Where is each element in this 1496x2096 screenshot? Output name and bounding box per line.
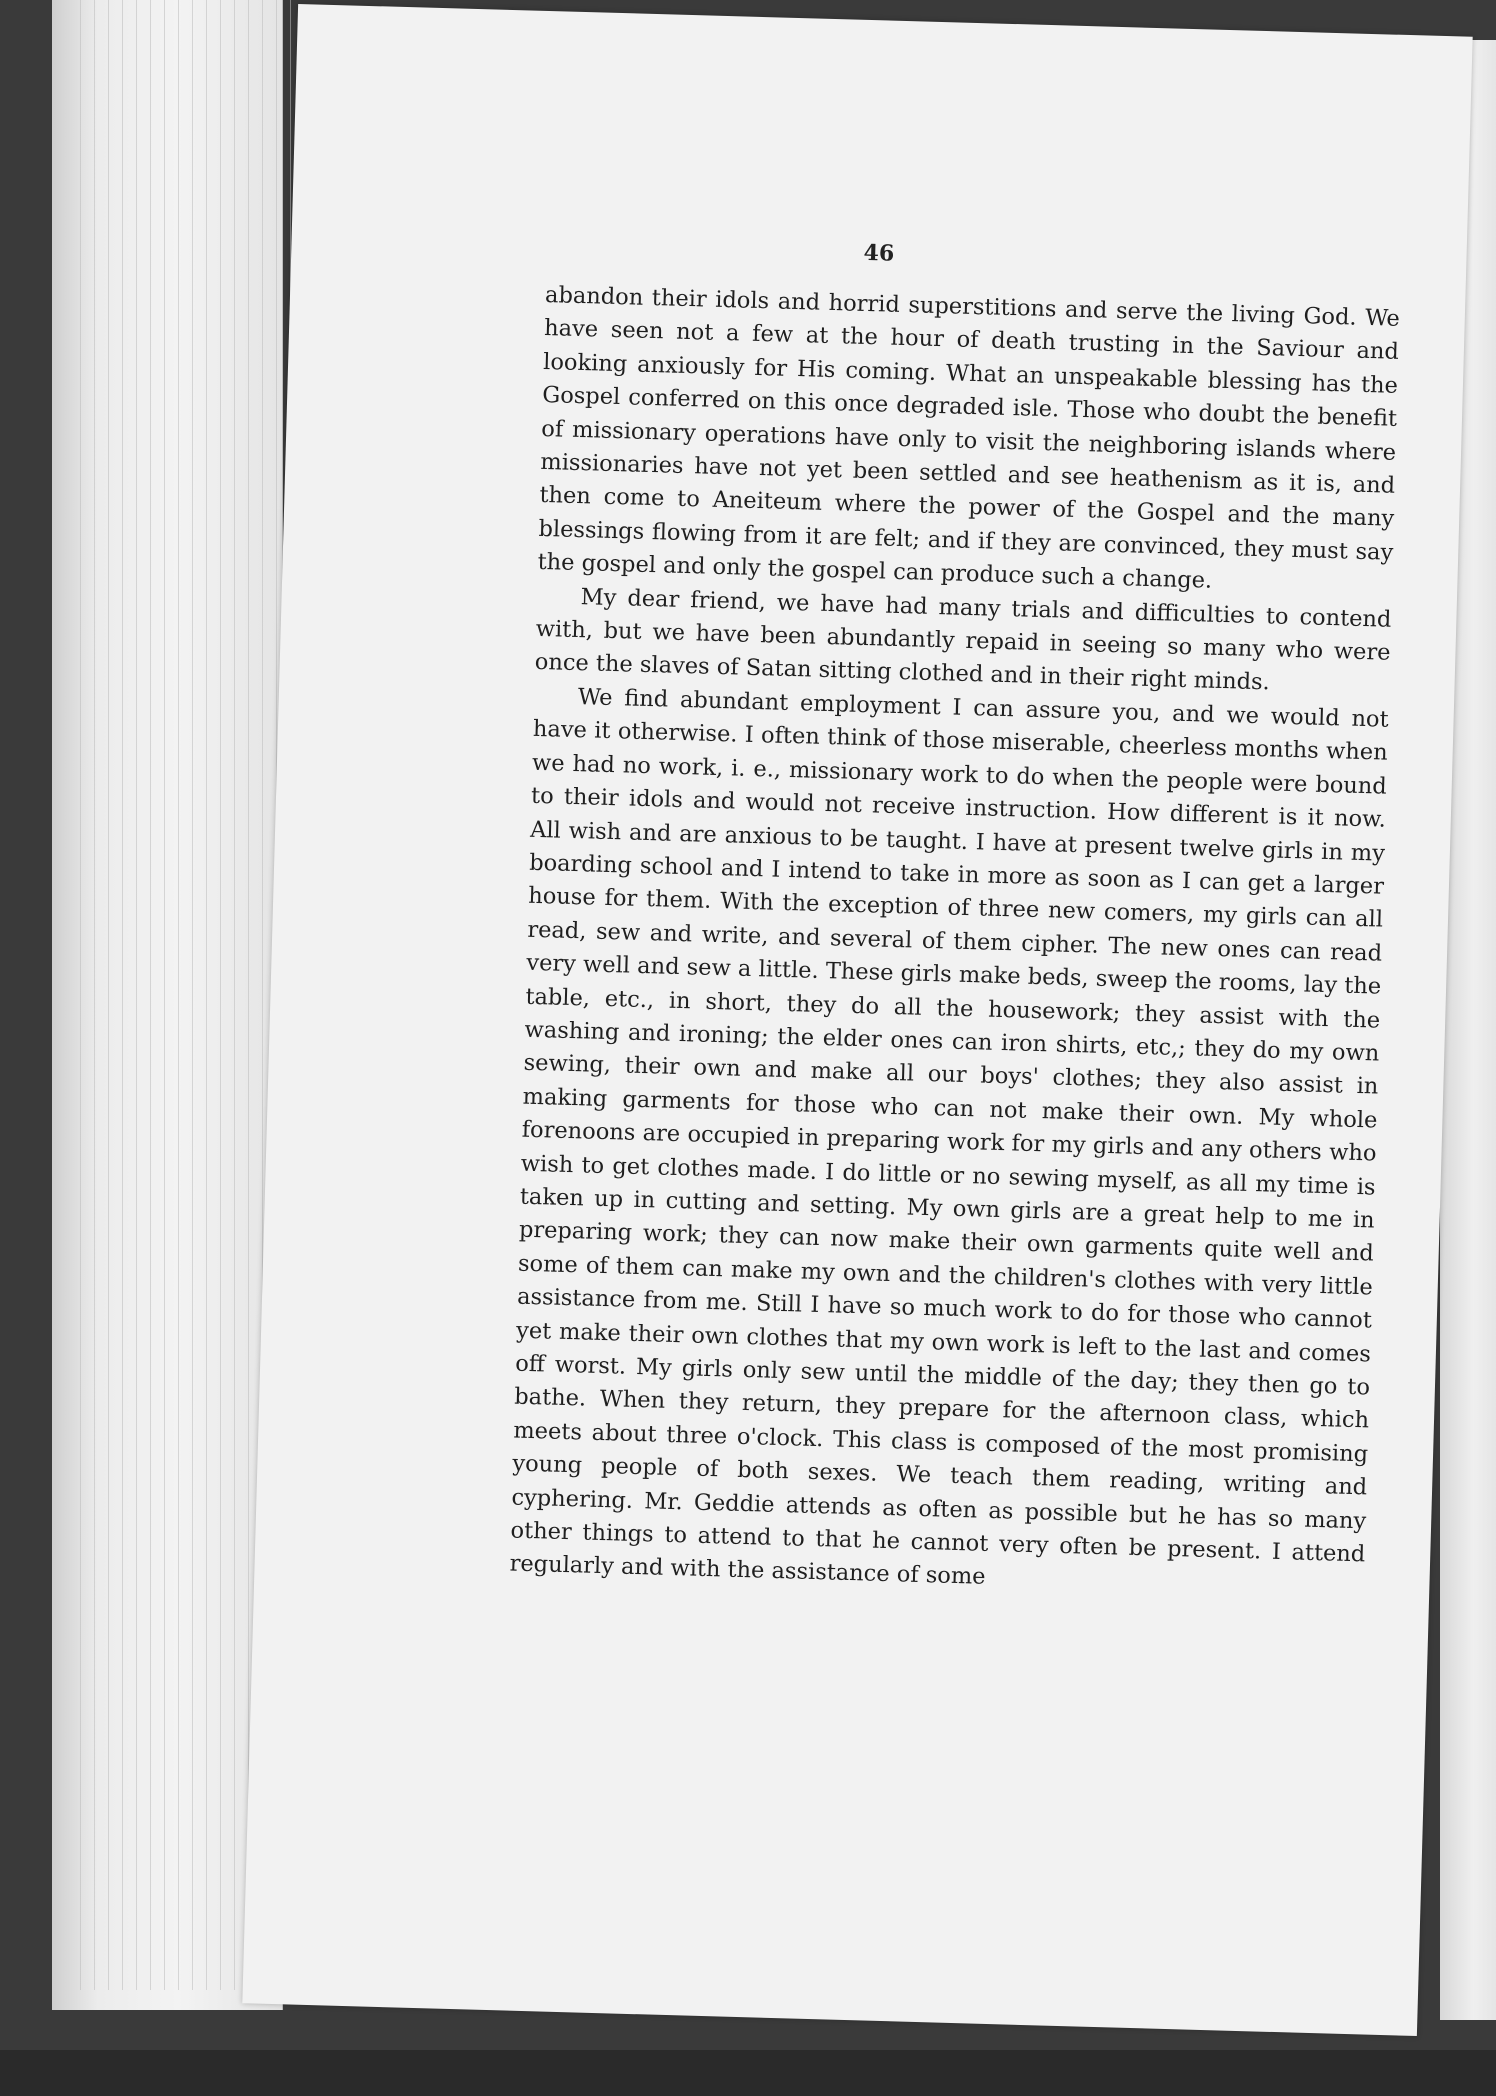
paragraph-2: My dear friend, we have had many trials and difficulties to contend with, but we have been abundantly repaid in seeing so many who were once the slaves of Satan sitting clothed and in their right minds.: [534, 583, 1392, 696]
page-sheet: [242, 4, 1472, 2036]
scan-bottom-border: [0, 2050, 1496, 2096]
body-text: [509, 279, 1400, 1605]
paragraph-3: We find abundant employment I can assure you, and we would not have it otherwise. I often think of those miserable, cheerless months when we had no work, i. e., missionary work to do when the people were bound to their idols and would not receive instruction. How different is it now. All wish and are anxious to be taught. I have at present twelve girls in my boarding school and I intend to take in more as soon as I can get a larger house for them. With the exception of three new comers, my girls can all read, sew and write, and several of them cipher. The new ones can read very well and sew a little. These girls make beds, sweep the rooms, lay the table, etc., in short, they do all the housework; they assist with the washing and ironing; the elder ones can iron shirts, etc,; they do my own sewing, their own and make all our boys' clothes; they also assist in making garments for those who can not make their own. My whole forenoons are occupied in preparing work for my girls and any others who wish to get clothes made. I do little or no sewing myself, as all my time is taken up in cutting and setting. My own girls are a great help to me in preparing work; they can now make their own garments quite well and some of them can make my own and the children's clothes with very little assistance from me. Still I have so much work to do for those who cannot yet make their own clothes that my own work is left to the last and comes off worst. My girls only sew until the middle of the day; they then go to bathe. When they return, they prepare for the afternoon class, which meets about three o'clock. This class is composed of the most promising young people of both sexes. We teach them reading, writing and cyphering. Mr. Geddie attends as often as possible but he has so many other things to attend to that he cannot very often be present. I attend regularly and with the assistance of some: [509, 683, 1389, 1591]
paragraph-1: abandon their idols and horrid superstitions and serve the living God. We have seen not a few at the hour of death trusting in the Saviour and looking anxiously for His coming. What an unspeakable blessing has the Gospel conferred on this once degraded isle. Those who doubt the benefit of missionary operations have only to visit the neighboring islands where missionaries have not yet been settled and see heathenism as it is, and then come to Aneiteum where the power of the Gospel and the many blessings flowing from it are felt; and if they are convinced, they must say the gospel and only the gospel can produce such a change.: [537, 282, 1401, 594]
page-number: 46: [863, 239, 895, 267]
